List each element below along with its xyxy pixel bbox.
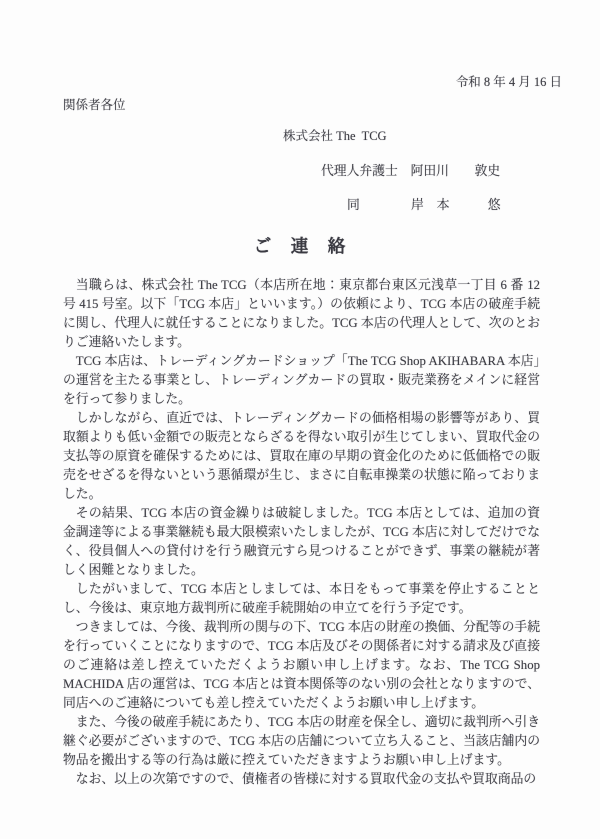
paragraph-business-stop: したがいまして、TCG 本店としましては、本日をもって事業を停止することとし、今後は、東京地方裁判所に破産手続開始の申立てを行う予定です。 — [63, 582, 540, 615]
paragraph-funding-failure: その結果、TCG 本店の資金繰りは破綻しました。TCG 本店としては、追加の資金調達等による事業継続も最大限模索いたしましたが、TCG 本店に対してだけでなく、役員個人への貸付けを行う融資元すら見つけることができず、事業の継続が著しく困難となりました。 — [63, 506, 540, 577]
addressee: 関係者各位 — [63, 98, 126, 112]
sender-company-name: 株式会社 The TCG — [283, 129, 387, 143]
paragraph-asset-preservation: また、今後の破産手続にあたり、TCG 本店の財産を保全し、適切に裁判所へ引き継ぐ必要がございますので、TCG 本店の店舗について立ち入ること、当該店舗内の物品を搬出する等の行為は厳に控えていただきますようお願い申し上げます。 — [63, 715, 540, 767]
paragraph-financial-trouble: しかしながら、直近では、トレーディングカードの価格相場の影響等があり、買取額よりも低い金額での販売とならざるを得ない取引が生じてしまい、買取代金の支払等の原資を確保するためには、買取在庫の早期の資金化のために低価格での販売をせざるを得ないという悪循環が生じ、まさに自転車操業の状態に陥っておりました。 — [63, 411, 540, 501]
sender-representative-2: 同 岸 本 悠 — [347, 198, 501, 212]
paragraph-court-procedure: つきましては、今後、裁判所の関与の下、TCG 本店の財産の換価、分配等の手続を行っていくことになりますので、TCG 本店及びその関係者に対する請求及び直接のご連絡は差し控えていただくようお願い申し上げます。なお、The TCG Shop MACHIDA 店の運営は、TCG 本店とは資本関係等のない別の会社となりますので、同店へのご連絡についても差し控えていただくようお願い申し上げます。 — [63, 620, 540, 710]
paragraph-business-description: TCG 本店は、トレーディングカードショップ「The TCG Shop AKIHABARA 本店」の運営を主たる事業とし、トレーディングカードの買取・販売業務をメインに経営を行って参りました。 — [63, 354, 540, 406]
sender-representative-1: 代理人弁護士 阿田川 敦史 — [321, 164, 501, 178]
paragraph-creditors-notice: なお、以上の次第ですので、債権者の皆様に対する買取代金の支払や買取商品の — [75, 772, 537, 786]
letter-body — [63, 276, 540, 789]
paragraph-intro: 当職らは、株式会社 The TCG（本店所在地：東京都台東区元浅草一丁目 6 番 12 号 415 号室。以下「TCG 本店」といいます。）の依頼により、TCG 本店の破産手続に関し、代理人に就任することになりました。TCG 本店の代理人として、次のとおりご連絡いたします。 — [63, 278, 540, 349]
letter-date: 令和 8 年 4 月 16 日 — [455, 75, 562, 89]
letter-title: ご 連 絡 — [253, 236, 347, 256]
